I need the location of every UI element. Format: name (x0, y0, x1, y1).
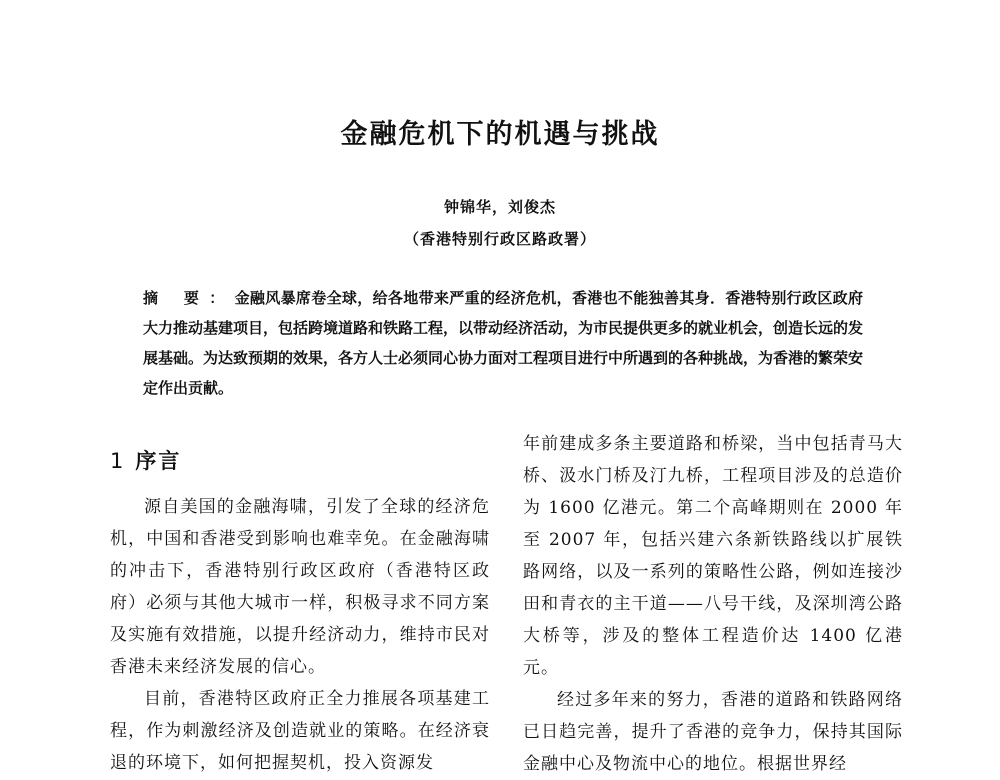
section-number: 1 (110, 449, 126, 473)
section-heading (110, 445, 181, 475)
left-paragraph-1: 源自美国的金融海啸，引发了全球的经济危机，中国和香港受到影响也难幸免。在金融海啸的冲击下，香港特别行政区政府（香港特区政府）必须与其他大城市一样，积极寻求不同方案及实施有效措施，以提升经济动力，维持市民对香港未来经济发展的信心。 (110, 497, 490, 677)
left-paragraph-2: 目前，香港特区政府正全力推展各项基建工程，作为刺激经济及创造就业的策略。在经济衰退的环境下，如何把握契机，投入资源发 (110, 689, 490, 773)
affiliation: （香港特别行政区路政署） (403, 230, 596, 248)
right-column (523, 428, 903, 780)
right-paragraph-1: 年前建成多条主要道路和桥梁，当中包括青马大桥、汲水门桥及汀九桥，工程项目涉及的总造价为 1600 亿港元。第二个高峰期则在 2000 年至 2007 年，包括兴建六条新铁路线以扩展铁路网络，以及一系列的策略性公路，例如连接沙田和青衣的主干道——八号干线，及深圳湾公路大桥等，涉及的整体工程造价达 1400 亿港元。 (523, 434, 903, 678)
right-paragraph-2: 经过多年来的努力，香港的道路和铁路网络已日趋完善，提升了香港的竞争力，保持其国际金融中心及物流中心的地位。根据世界经 (523, 690, 903, 774)
abstract (143, 283, 863, 403)
left-column (110, 491, 490, 779)
abstract-text: 金融风暴席卷全球，给各地带来严重的经济危机，香港也不能独善其身．香港特别行政区政府大力推动基建项目，包括跨境道路和铁路工程，以带动经济活动，为市民提供更多的就业机会，创造长远的发展基础。为达致预期的效果，各方人士必须同心协力面对工程项目进行中所遇到的各种挑战，为香港的繁荣安定作出贡献。 (143, 289, 864, 397)
abstract-label: 摘 要： (143, 289, 235, 307)
section-title: 序言 (135, 449, 182, 473)
authors: 钟锦华，刘俊杰 (443, 198, 556, 216)
paper-title: 金融危机下的机遇与挑战 (340, 119, 660, 150)
